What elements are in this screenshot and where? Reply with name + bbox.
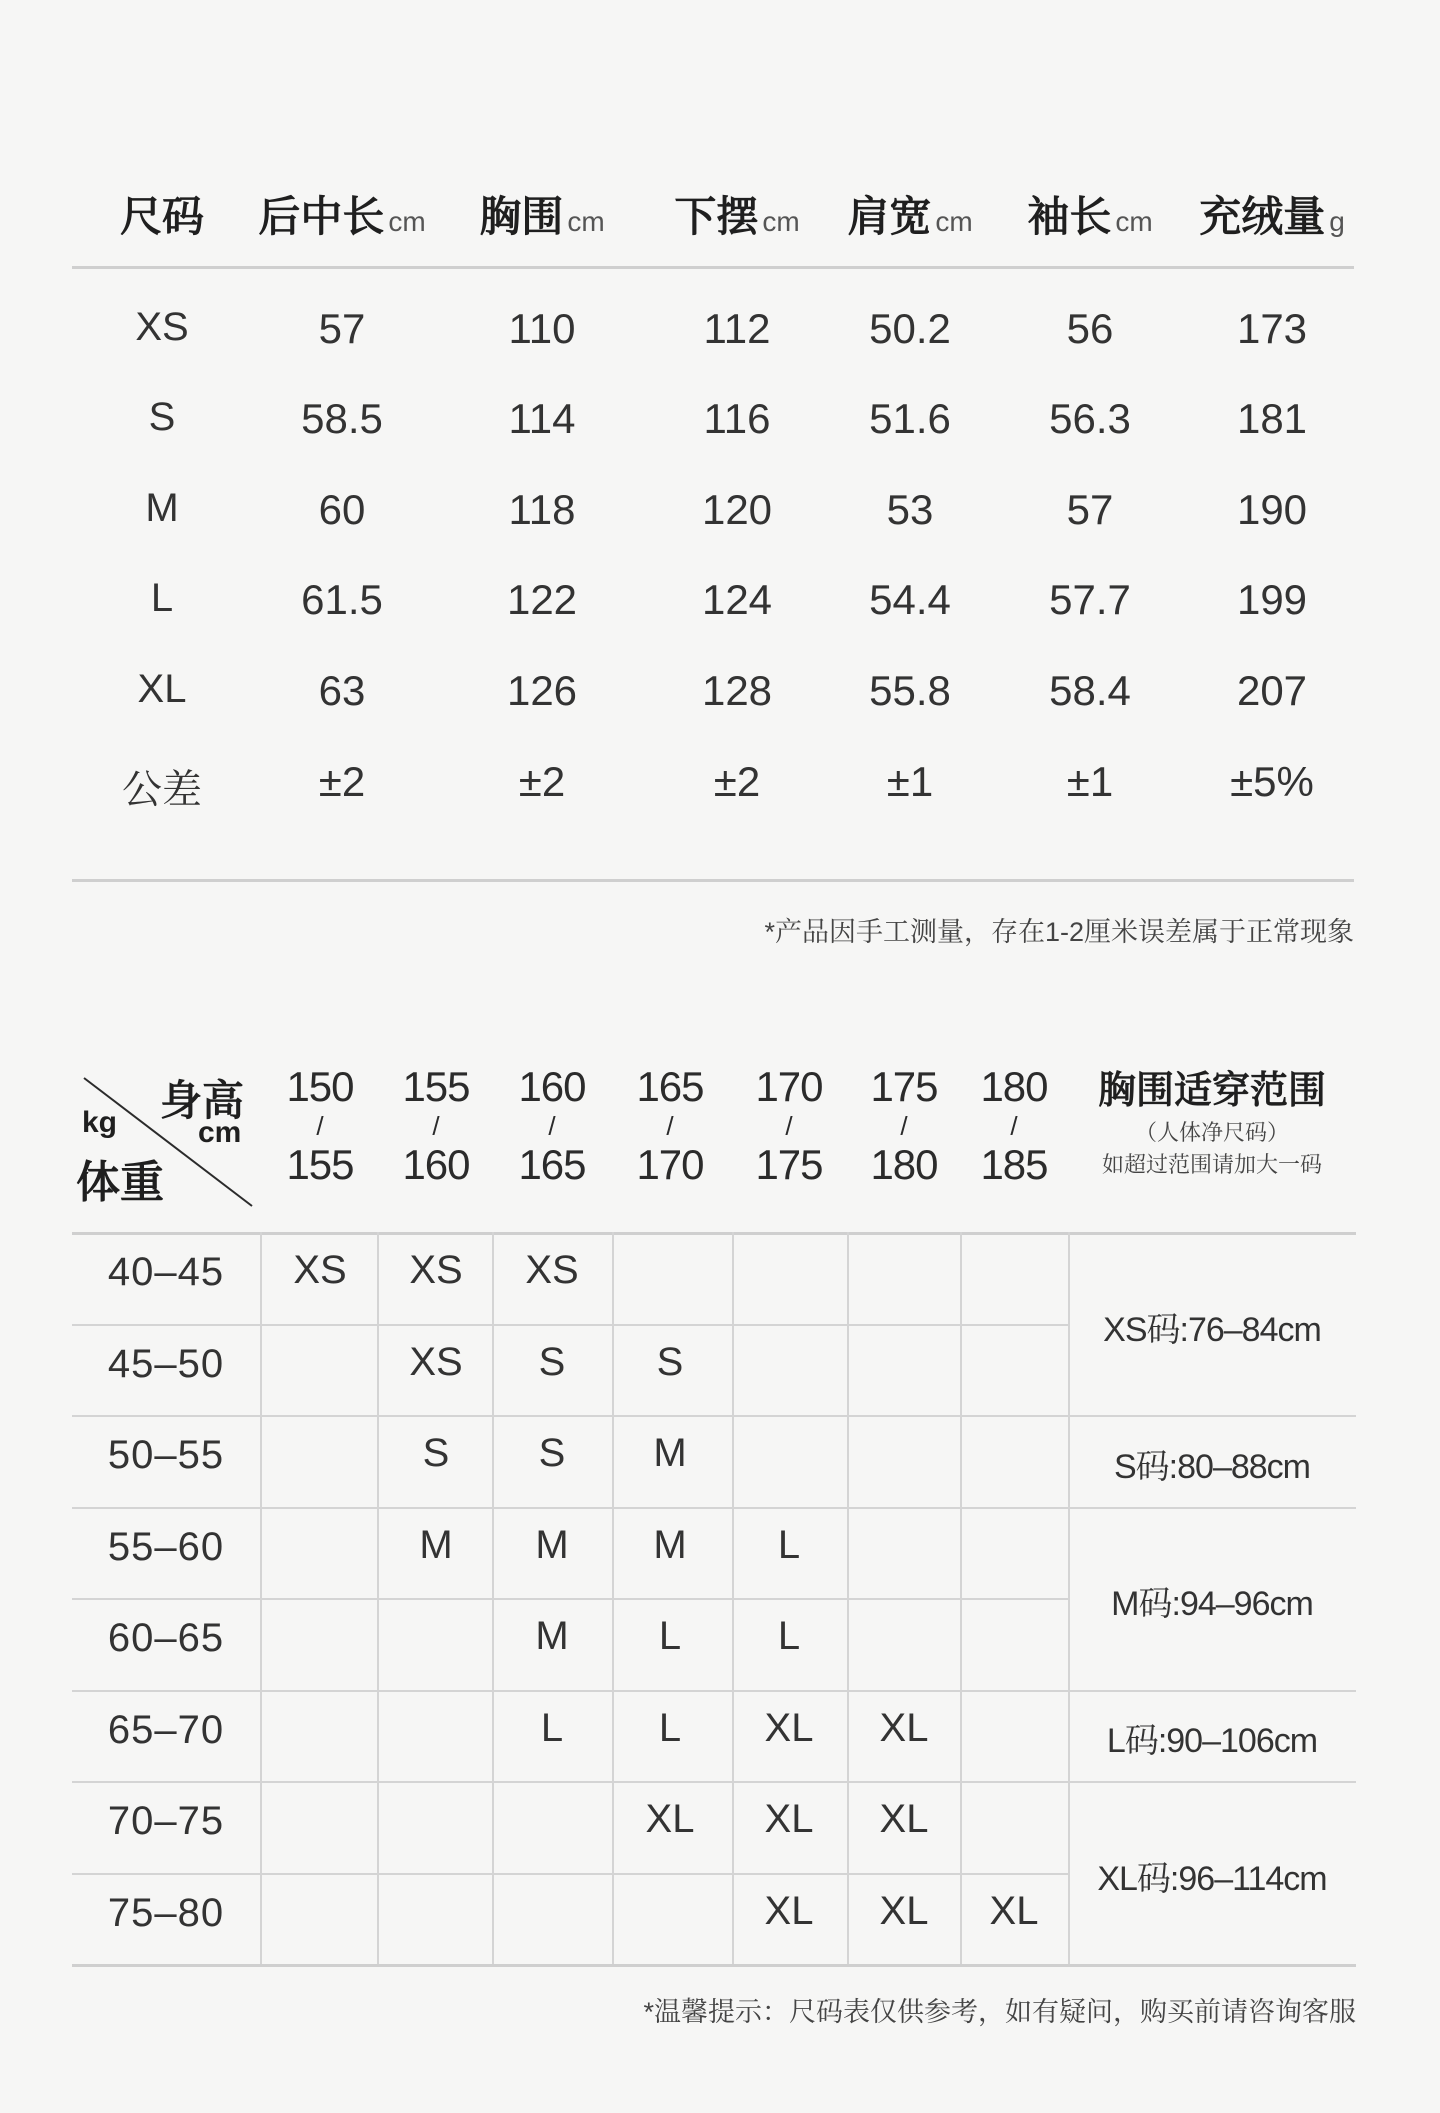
recommended-size: M: [535, 1522, 569, 1567]
height-range-to: 175: [755, 1141, 823, 1188]
column-header-name: 下摆: [674, 193, 759, 240]
grid-column-divider: [612, 1232, 614, 1964]
weight-range-label: 55–60: [107, 1524, 225, 1569]
height-range-sep: /: [785, 1111, 793, 1141]
measurement-value: 61.5: [301, 576, 383, 623]
measurement-value: 55.8: [869, 667, 951, 714]
chest-range-hint: 如超过范围请加大一码: [1101, 1152, 1322, 1177]
measurement-value: 56.3: [1049, 395, 1131, 442]
column-header: [1199, 184, 1345, 244]
measurement-value: 124: [701, 576, 773, 623]
measurement-value: ±2: [518, 758, 566, 805]
grid-row-divider: [72, 1964, 1356, 1967]
column-header-name: 后中长: [258, 193, 385, 240]
measurement-value: 112: [703, 305, 771, 352]
measurement-value: 57: [318, 305, 366, 352]
measurement-value: 207: [1236, 667, 1308, 714]
grid-row-divider: [72, 1507, 1356, 1509]
measurement-note: *产品因手工测量，存在1-2厘米误差属于正常现象: [764, 917, 1354, 947]
weight-range-label: 45–50: [107, 1341, 225, 1386]
height-range-to: 155: [286, 1141, 354, 1188]
grid-column-divider: [960, 1232, 962, 1964]
fit-guide-header: [72, 1050, 1356, 1232]
column-header-name: 胸围: [479, 193, 564, 240]
measurement-value: 126: [506, 667, 578, 714]
grid-row-divider: [72, 1781, 1356, 1783]
column-header: [479, 184, 604, 244]
column-header-unit: cm: [935, 206, 973, 237]
measurement-value: 60: [318, 486, 366, 533]
height-range-header: [512, 1062, 592, 1190]
measurement-value: ±1: [1066, 758, 1114, 805]
height-range-sep: /: [1010, 1111, 1018, 1141]
recommended-size: L: [777, 1614, 801, 1658]
column-header-unit: cm: [1115, 206, 1153, 237]
weight-range-label: 40–45: [107, 1250, 225, 1294]
measurement-value: 116: [703, 395, 771, 442]
chest-range-header: [1092, 1066, 1332, 1180]
grid-column-divider: [377, 1232, 379, 1964]
recommended-size: XS: [525, 1248, 579, 1292]
measurement-value: 54.4: [869, 576, 951, 623]
fit-guide-table: [72, 1050, 1356, 1935]
recommended-size: S: [656, 1339, 684, 1384]
measurement-value: ±1: [886, 758, 934, 805]
corner-height-label: 身高: [160, 1077, 245, 1124]
chest-range-value: S码:80–88cm: [1114, 1448, 1310, 1486]
height-range-to: 160: [402, 1141, 470, 1188]
chest-range-title: 胸围适穿范围: [1097, 1070, 1326, 1112]
recommended-size: XS: [293, 1248, 347, 1292]
column-header-unit: cm: [388, 206, 426, 237]
measurement-value: 57: [1066, 486, 1114, 533]
grid-row-divider: [72, 1598, 1068, 1600]
height-range-to: 180: [870, 1141, 938, 1188]
weight-range-label: 50–55: [107, 1433, 225, 1477]
corner-weight-label: 体重: [76, 1158, 164, 1207]
column-header-unit: g: [1329, 206, 1345, 237]
measurement-value: 51.6: [869, 395, 951, 442]
column-header-name: 袖长: [1027, 193, 1112, 240]
measurement-value: 190: [1236, 486, 1308, 533]
height-range-header: [864, 1062, 944, 1190]
column-header: [258, 184, 425, 244]
height-range-from: 165: [636, 1063, 704, 1110]
height-range-sep: /: [316, 1111, 324, 1141]
height-range-header: [974, 1062, 1054, 1190]
height-range-from: 155: [402, 1063, 470, 1110]
weight-range-label: 65–70: [107, 1707, 225, 1752]
column-header-unit: cm: [762, 206, 800, 237]
recommended-size: S: [538, 1431, 566, 1475]
measurement-value: ±5%: [1230, 758, 1314, 805]
height-range-from: 150: [286, 1063, 354, 1110]
column-header: [1027, 184, 1152, 244]
size-label: XL: [137, 667, 187, 711]
recommended-size: M: [653, 1522, 687, 1567]
grid-row-divider: [72, 1415, 1356, 1417]
size-label: L: [150, 576, 174, 620]
measurement-value: 128: [701, 667, 773, 714]
recommended-size: L: [777, 1522, 801, 1567]
grid-row-divider: [72, 1873, 1068, 1875]
chest-range-value: XS码:76–84cm: [1103, 1311, 1321, 1349]
column-header-unit: cm: [567, 206, 605, 237]
measurement-value: 118: [508, 486, 576, 533]
fit-guide-note: *温馨提示：尺码表仅供参考，如有疑问，购买前请咨询客服: [643, 1997, 1356, 2027]
column-header: [120, 184, 204, 244]
height-range-from: 160: [518, 1063, 586, 1110]
size-label: M: [145, 486, 179, 530]
size-label: S: [148, 395, 176, 439]
corner-weight-unit: kg: [82, 1106, 118, 1139]
recommended-size: S: [538, 1339, 566, 1384]
recommended-size: XL: [764, 1705, 814, 1750]
height-range-to: 170: [636, 1141, 704, 1188]
weight-range-label: 70–75: [107, 1799, 225, 1843]
measurement-value: ±2: [318, 758, 366, 805]
grid-row-divider: [72, 1690, 1356, 1692]
measurement-value: 56: [1066, 305, 1114, 352]
recommended-size: XL: [645, 1797, 695, 1841]
recommended-size: XL: [879, 1888, 929, 1933]
recommended-size: L: [658, 1705, 682, 1750]
size-label: XS: [135, 305, 189, 349]
grid-column-divider: [847, 1232, 849, 1964]
weight-range-label: 75–80: [107, 1890, 225, 1935]
grid-column-divider: [732, 1232, 734, 1964]
height-range-sep: /: [548, 1111, 556, 1141]
grid-column-divider: [492, 1232, 494, 1964]
height-range-sep: /: [432, 1111, 440, 1141]
grid-column-divider: [260, 1232, 262, 1964]
chest-range-subtitle: （人体净尺码）: [1134, 1120, 1289, 1145]
measurement-value: 173: [1236, 305, 1308, 352]
column-header-name: 肩宽: [847, 193, 932, 240]
recommended-size: L: [658, 1614, 682, 1658]
measurement-value: 114: [508, 395, 576, 442]
recommended-size: M: [653, 1431, 687, 1475]
height-range-sep: /: [666, 1111, 674, 1141]
size-label: 公差: [122, 768, 202, 812]
height-range-header: [396, 1062, 476, 1190]
measurement-table: [72, 170, 1354, 882]
measurement-value: 181: [1236, 395, 1308, 442]
measurement-value: ±2: [713, 758, 761, 805]
table-bottom-divider: [72, 879, 1354, 882]
column-header-name: 充绒量: [1199, 193, 1326, 240]
recommended-size: XL: [764, 1797, 814, 1841]
measurement-table-header: [72, 170, 1354, 266]
grid-row-divider: [72, 1232, 1356, 1235]
recommended-size: XS: [409, 1248, 463, 1292]
measurement-value: 58.4: [1049, 667, 1131, 714]
recommended-size: M: [419, 1522, 453, 1567]
measurement-value: 63: [318, 667, 366, 714]
recommended-size: XL: [989, 1888, 1039, 1933]
recommended-size: XL: [879, 1705, 929, 1750]
measurement-value: 50.2: [869, 305, 951, 352]
height-range-from: 180: [980, 1063, 1048, 1110]
measurement-value: 199: [1236, 576, 1308, 623]
fit-guide-grid: [72, 1232, 1356, 1966]
recommended-size: XL: [764, 1888, 814, 1933]
measurement-value: 53: [886, 486, 934, 533]
corner-height-unit: cm: [198, 1116, 242, 1149]
chest-range-value: L码:90–106cm: [1106, 1722, 1318, 1760]
measurement-value: 58.5: [301, 395, 383, 442]
column-header: [674, 184, 799, 244]
column-header-name: 尺码: [119, 193, 205, 240]
measurement-value: 122: [506, 576, 578, 623]
measurement-value: 110: [508, 305, 576, 352]
recommended-size: L: [540, 1705, 564, 1750]
weight-range-label: 60–65: [107, 1616, 225, 1660]
measurement-table-body: [72, 269, 1354, 879]
height-range-header: [280, 1062, 360, 1190]
height-range-from: 170: [755, 1063, 823, 1110]
measurement-value: 120: [701, 486, 773, 533]
chest-range-value: XL码:96–114cm: [1097, 1860, 1327, 1898]
height-range-to: 165: [518, 1141, 586, 1188]
grid-row-divider: [72, 1324, 1068, 1326]
recommended-size: XL: [879, 1797, 929, 1841]
recommended-size: S: [422, 1431, 450, 1475]
recommended-size: XS: [409, 1339, 463, 1384]
column-header: [847, 184, 972, 244]
recommended-size: M: [535, 1614, 569, 1658]
height-range-to: 185: [980, 1141, 1048, 1188]
height-range-header: [630, 1062, 710, 1190]
height-range-sep: /: [900, 1111, 908, 1141]
height-range-header: [749, 1062, 829, 1190]
measurement-value: 57.7: [1049, 576, 1131, 623]
chest-range-value: M码:94–96cm: [1111, 1585, 1313, 1623]
height-range-from: 175: [870, 1063, 938, 1110]
